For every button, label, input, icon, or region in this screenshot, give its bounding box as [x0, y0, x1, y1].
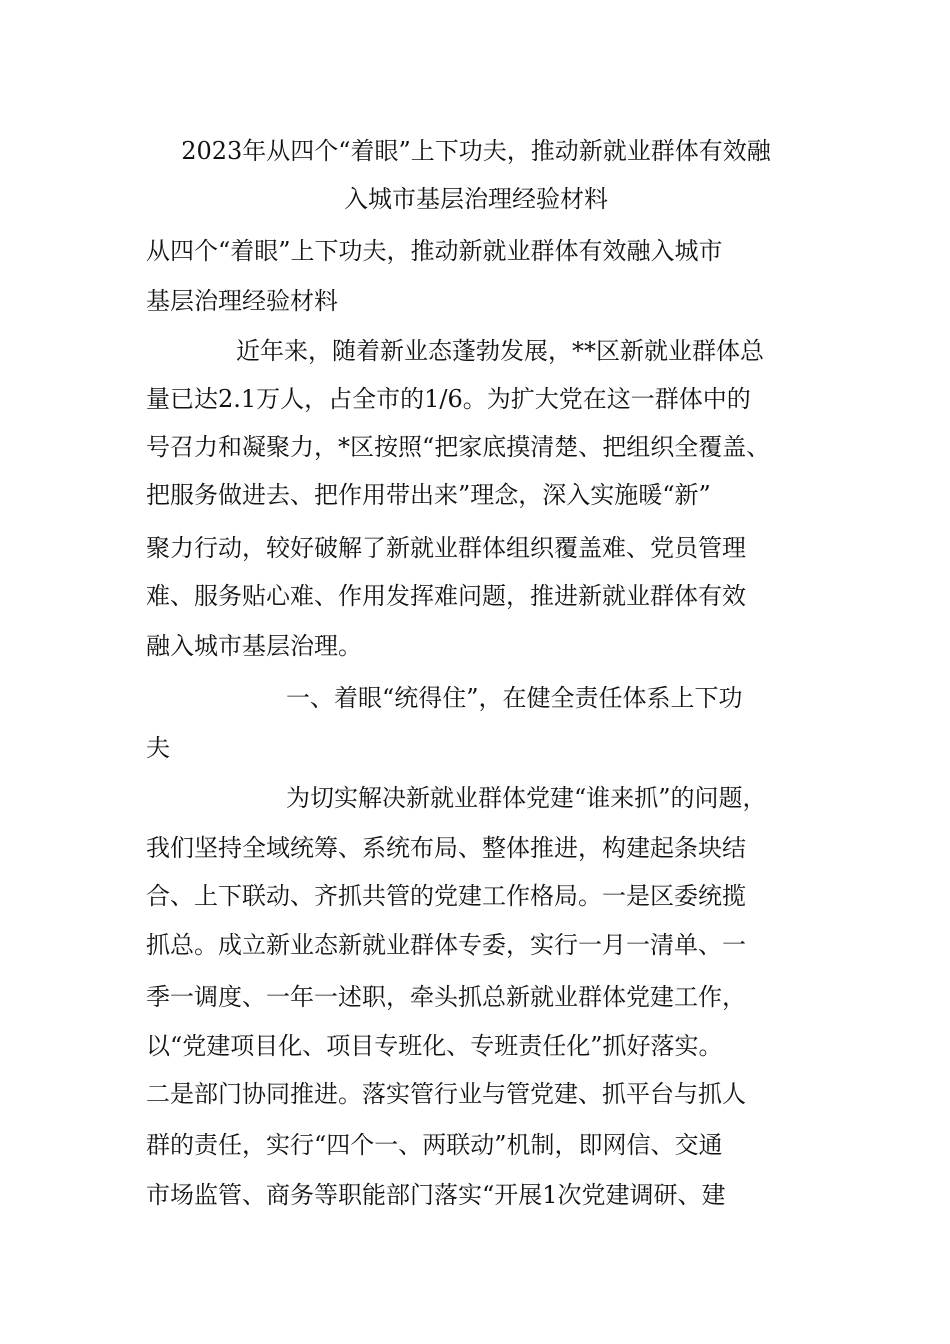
- paragraph-1-line-2: 量已达2.1万人，占全市的1/6。为扩大党在这一群体中的: [146, 385, 751, 413]
- section-1-heading-line-2: 夫: [146, 734, 170, 762]
- paragraph-2-line-3: 合、上下联动、齐抓共管的党建工作格局。一是区委统揽: [146, 882, 746, 910]
- paragraph-2-line-7: 二是部门协同推进。落实管行业与管党建、抓平台与抓人: [146, 1080, 746, 1108]
- subtitle-line-2: 基层治理经验材料: [146, 287, 338, 315]
- paragraph-1-line-7: 融入城市基层治理。: [146, 632, 362, 660]
- paragraph-1-line-6: 难、服务贴心难、作用发挥难问题，推进新就业群体有效: [146, 582, 746, 610]
- paragraph-1-line-3: 号召力和凝聚力，*区按照“把家底摸清楚、把组织全覆盖、: [146, 433, 771, 461]
- paragraph-2-line-5: 季一调度、一年一述职，牵头抓总新就业群体党建工作，: [146, 983, 746, 1011]
- paragraph-1-line-5: 聚力行动，较好破解了新就业群体组织覆盖难、党员管理: [146, 534, 746, 562]
- document-title-line-1: 2023年从四个“着眼”上下功夫，推动新就业群体有效融: [181, 137, 771, 165]
- paragraph-2-line-1: 为切实解决新就业群体党建“谁来抓”的问题，: [286, 784, 767, 812]
- paragraph-2-line-9: 市场监管、商务等职能部门落实“开展1次党建调研、建: [146, 1181, 726, 1209]
- paragraph-2-line-6: 以“党建项目化、项目专班化、专班责任化”抓好落实。: [146, 1032, 723, 1060]
- paragraph-2-line-4: 抓总。成立新业态新就业群体专委，实行一月一清单、一: [146, 931, 746, 959]
- paragraph-2-line-2: 我们坚持全域统筹、系统布局、整体推进，构建起条块结: [146, 834, 746, 862]
- paragraph-2-line-8: 群的责任，实行“四个一、两联动”机制，即网信、交通: [146, 1131, 723, 1159]
- paragraph-1-line-4: 把服务做进去、把作用带出来”理念，深入实施暖“新”: [146, 481, 711, 509]
- subtitle-line-1: 从四个“着眼”上下功夫，推动新就业群体有效融入城市: [146, 237, 723, 265]
- section-1-heading-line-1: 一、着眼“统得住”，在健全责任体系上下功: [286, 684, 743, 712]
- document-title-line-2: 入城市基层治理经验材料: [344, 185, 608, 213]
- paragraph-1-line-1: 近年来，随着新业态蓬勃发展，**区新就业群体总: [236, 337, 764, 365]
